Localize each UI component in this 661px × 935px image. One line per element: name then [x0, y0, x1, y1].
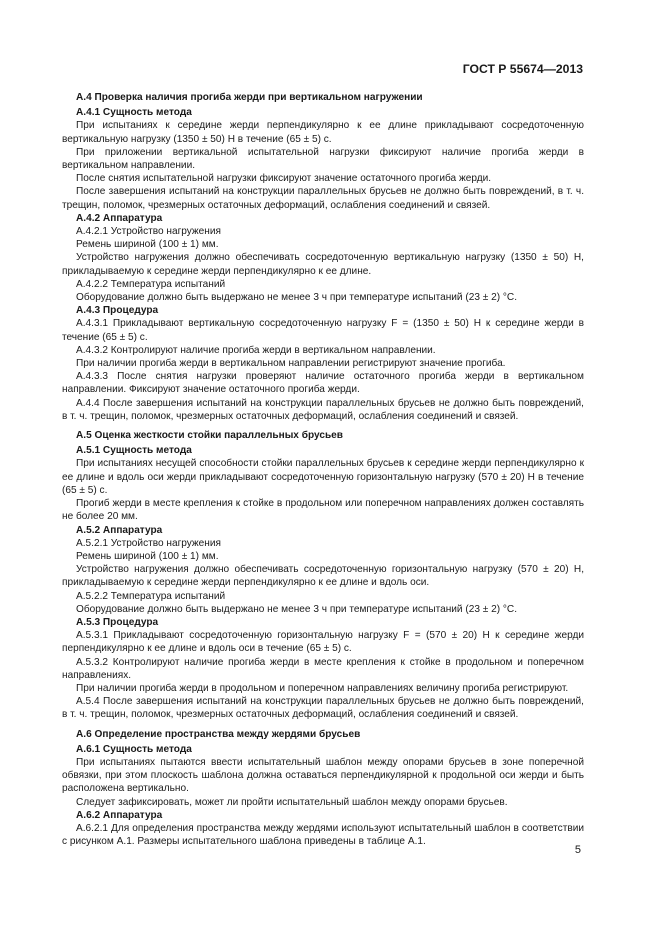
paragraph: Ремень шириной (100 ± 1) мм. [76, 550, 219, 562]
paragraph: При наличии прогиба жерди в продольном и поперечном направлениях величину прогиба регистрируют. [76, 682, 569, 694]
paragraph: А.5.2.2 Температура испытаний [76, 590, 226, 602]
subsection-heading: А.6.2 Аппаратура [76, 809, 163, 821]
subsection-heading: А.6.1 Сущность метода [76, 743, 192, 755]
paragraph: Устройство нагружения должно обеспечивать сосредоточенную горизонтальную нагрузку (570 ± 20) Н, прикладываемую к середине жерди перпендикулярно к ее длине и вдоль оси. [62, 564, 584, 589]
paragraph: Следует зафиксировать, может ли пройти испытательный шаблон между опорами брусьев. [76, 796, 508, 808]
paragraph: Ремень шириной (100 ± 1) мм. [76, 239, 219, 251]
section-heading: А.5 Оценка жесткости стойки параллельных брусьев [76, 430, 343, 442]
page-number: 5 [574, 844, 581, 856]
subsection-heading: А.4.1 Сущность метода [76, 107, 192, 119]
paragraph: А.4.2.1 Устройство нагружения [76, 226, 221, 238]
subsection-heading: А.5.1 Сущность метода [76, 445, 192, 457]
subsection-heading: А.5.3 Процедура [76, 616, 159, 628]
paragraph: При испытаниях пытаются ввести испытательный шаблон между опорами брусьев в зоне поперечной обвязки, при этом плоскость шаблона должна оставаться перпендикулярной к продольной оси жерди и быть расположена вертикально. [62, 756, 584, 795]
paragraph: При наличии прогиба жерди в вертикальном направлении регистрируют значение прогиба. [76, 358, 506, 370]
paragraph: При приложении вертикальной испытательной нагрузки фиксируют наличие прогиба жерди в вертикальном направлении. [62, 146, 584, 172]
paragraph: А.5.2.1 Устройство нагружения [76, 537, 221, 549]
paragraph: Оборудование должно быть выдержано не менее 3 ч при температуре испытаний (23 ± 2) °С. [76, 292, 518, 304]
subsection-heading: А.5.2 Аппаратура [76, 524, 163, 536]
paragraph: А.5.4 После завершения испытаний на конструкции параллельных брусьев не должно быть повреждений, в т. ч. трещин, поломок, чрезмерных остаточных деформаций, ослабления соединений и связей. [62, 696, 584, 721]
paragraph: После завершения испытаний на конструкции параллельных брусьев не должно быть повреждений, в т. ч. трещин, поломок, чрезмерных остаточных деформаций, ослабления соединений и связей. [62, 186, 584, 211]
paragraph: А.5.3.1 Прикладывают сосредоточенную горизонтальную нагрузку F = (570 ± 20) Н к середине жерди перпендикулярно к ее длине и вдоль оси в течение (65 ± 5) с. [62, 630, 584, 655]
paragraph: Прогиб жерди в месте крепления к стойке в продольном или поперечном направлениях должен составлять не более 20 мм. [62, 498, 584, 523]
paragraph: При испытаниях несущей способности стойки параллельных брусьев к середине жерди перпендикулярно к ее длине и вдоль оси жерди прикладывают сосредоточенную горизонтальную нагрузку (570 ± 20) Н в течение (65 ± 5) с. [62, 458, 584, 496]
paragraph: Оборудование должно быть выдержано не менее 3 ч при температуре испытаний (23 ± 2) °С. [76, 603, 518, 615]
subsection-heading: А.4.3 Процедура [76, 305, 159, 317]
paragraph: А.4.3.2 Контролируют наличие прогиба жерди в вертикальном направлении. [76, 344, 436, 356]
subsection-heading: А.4.2 Аппаратура [76, 212, 163, 224]
document-header: ГОСТ Р 55674—2013 [462, 62, 583, 76]
paragraph: А.4.3.1 Прикладывают вертикальную сосредоточенную нагрузку F = (1350 ± 50) Н к середине жерди в течение (65 ± 5) с. [62, 318, 584, 343]
section-heading: А.4 Проверка наличия прогиба жерди при вертикальном нагружении [76, 92, 423, 103]
paragraph: При испытаниях к середине жерди перпендикулярно к ее длине прикладывают сосредоточенную вертикальную нагрузку (1350 ± 50) Н в течение (65 ± 5) с. [62, 120, 584, 145]
paragraph: А.4.2.2 Температура испытаний [76, 278, 226, 290]
paragraph: А.4.3.3 После снятия нагрузки проверяют наличие остаточного прогиба жерди в вертикальном направлении. Фиксируют значение остаточного прогиба жерди. [62, 371, 584, 396]
paragraph: А.4.4 После завершения испытаний на конструкции параллельных брусьев не должно быть повреждений, в т. ч. трещин, поломок, чрезмерных остаточных деформаций, ослабления соединений и связей. [62, 397, 584, 422]
paragraph: Устройство нагружения должно обеспечивать сосредоточенную вертикальную нагрузку (1350 ± 50) Н, прикладываемую к середине жерди перпендикулярно к ее длине. [62, 252, 584, 277]
section-heading: А.6 Определение пространства между жердями брусьев [76, 728, 361, 740]
paragraph: А.6.2.1 Для определения пространства между жердями используют испытательный шаблон в соответствии с рисунком А.1. Размеры испытательного шаблона приведены в таблице А.1. [62, 822, 584, 848]
document-body [62, 91, 584, 848]
paragraph: А.5.3.2 Контролируют наличие прогиба жерди в месте крепления к стойке в продольном и поперечном направлениях. [62, 656, 584, 681]
paragraph: После снятия испытательной нагрузки фиксируют значение остаточного прогиба жерди. [76, 173, 492, 185]
